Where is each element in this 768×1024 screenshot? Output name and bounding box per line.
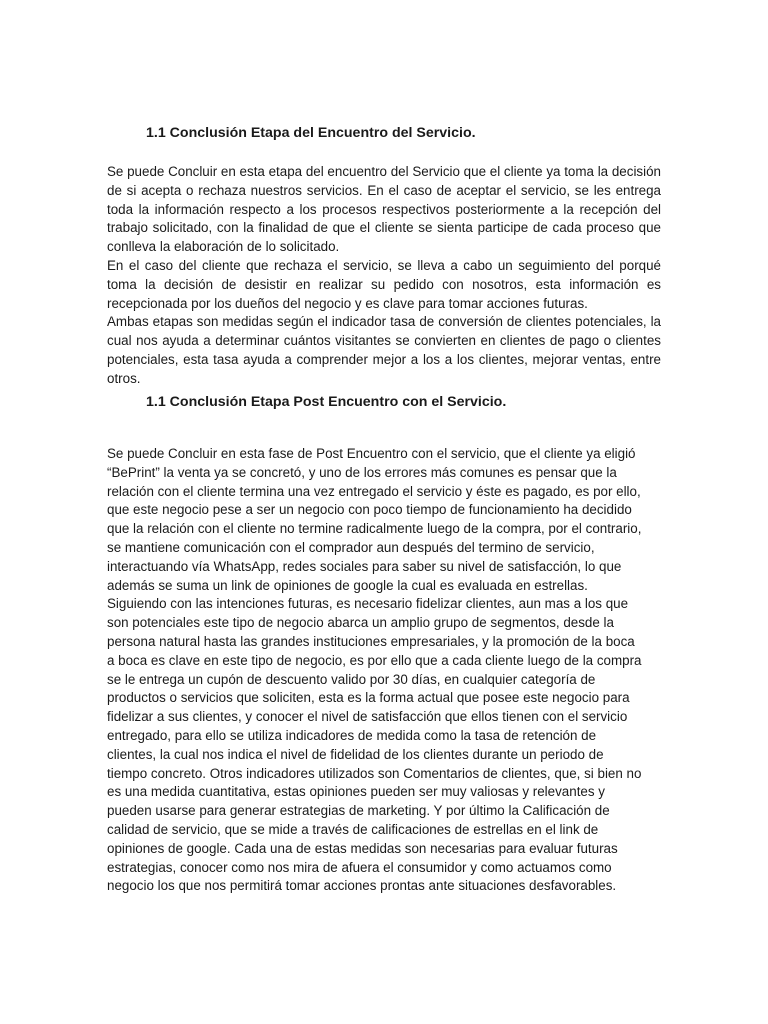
text-line: se mantiene comunicación con el comprador aun después del termino de servicio, <box>107 539 595 555</box>
text-line: interactuando vía WhatsApp, redes sociales para saber su nivel de satisfacción, lo que <box>107 558 622 574</box>
text-line: productos o servicios que soliciten, esta es la forma actual que posee este negocio para <box>107 690 630 706</box>
paragraph: Se puede Concluir en esta etapa del encuentro del Servicio que el cliente ya toma la decisión de si acepta o rechaza nuestros servicios. En el caso de aceptar el servicio, se les entrega toda la información respecto a los procesos respectivos posteriormente a la recepción del trabajo solicitado, con la finalidad de que el cliente se sienta participe de cada proceso que conlleva la elaboración de lo solicitado. <box>107 164 661 255</box>
text-line: además se suma un link de opiniones de google la cual es evaluada en estrellas. <box>107 577 588 593</box>
text-line: “BePrint” la venta ya se concretó, y uno de los errores más comunes es pensar que la <box>107 464 617 480</box>
text-line: es una medida cuantitativa, estas opiniones pueden ser muy valiosas y relevantes y <box>107 784 605 800</box>
text-line: que este negocio pese a ser un negocio con poco tiempo de funcionamiento ha decidido <box>107 502 632 518</box>
text-line: negocio los que nos permitirá tomar acciones prontas ante situaciones desfavorables. <box>107 878 617 894</box>
text-line: son potenciales este tipo de negocio abarca un amplio grupo de segmentos, desde la <box>107 615 614 631</box>
text-line: calidad de servicio, que se mide a través de calificaciones de estrellas en el link de <box>107 821 599 837</box>
text-line: estrategias, conocer como nos mira de afuera el consumidor y como actuamos como <box>107 859 612 875</box>
text-line: fidelizar a sus clientes, y conocer el nivel de satisfacción que ellos tienen con el servicio <box>107 709 628 725</box>
text-line: persona natural hasta las grandes instituciones empresariales, y la promoción de la boca <box>107 633 635 649</box>
text-line: que la relación con el cliente no termine radicalmente luego de la compra, por el contrario, <box>107 521 642 537</box>
text-line: tiempo concreto. Otros indicadores utilizados son Comentarios de clientes, que, si bien no <box>107 765 642 781</box>
text-line: relación con el cliente termina una vez entregado el servicio y éste es pagado, es por ello, <box>107 483 641 499</box>
text-line: entregado, para ello se utiliza indicadores de medida como la tasa de retención de <box>107 727 597 743</box>
text-line: pueden usarse para generar estrategias de marketing. Y por último la Calificación de <box>107 803 610 819</box>
section-body-post-encuentro <box>107 445 657 896</box>
text-line: clientes, la cual nos indica el nivel de fidelidad de los clientes durante un periodo de <box>107 746 604 762</box>
text-line: opiniones de google. Cada una de estas medidas son necesarias para evaluar futuras <box>107 840 618 856</box>
paragraph: Ambas etapas son medidas según el indicador tasa de conversión de clientes potenciales, la cual nos ayuda a determinar cuántos visitantes se convierten en clientes de pago o clientes potenciales, esta tasa ayuda a comprender mejor a los a los clientes, mejorar ventas, entre otros. <box>107 314 661 386</box>
text-line: Se puede Concluir en esta fase de Post Encuentro con el servicio, que el cliente ya eligió <box>107 446 636 461</box>
section-heading-post-encuentro: 1.1 Conclusión Etapa Post Encuentro con el Servicio. <box>146 394 507 410</box>
text-line: se le entrega un cupón de descuento valido por 30 días, en cualquier categoría de <box>107 671 596 687</box>
text-line: a boca es clave en este tipo de negocio, es por ello que a cada cliente luego de la compra <box>107 652 642 668</box>
section-body-encuentro <box>107 163 661 389</box>
paragraph: En el caso del cliente que rechaza el servicio, se lleva a cabo un seguimiento del porqué toma la decisión de desistir en realizar su pedido con nosotros, esta información es recepcionada por los dueños del negocio y es clave para tomar acciones futuras. <box>107 257 661 311</box>
section-heading-encuentro: 1.1 Conclusión Etapa del Encuentro del Servicio. <box>146 125 476 141</box>
text-line: Siguiendo con las intenciones futuras, es necesario fidelizar clientes, aun mas a los que <box>107 596 629 612</box>
